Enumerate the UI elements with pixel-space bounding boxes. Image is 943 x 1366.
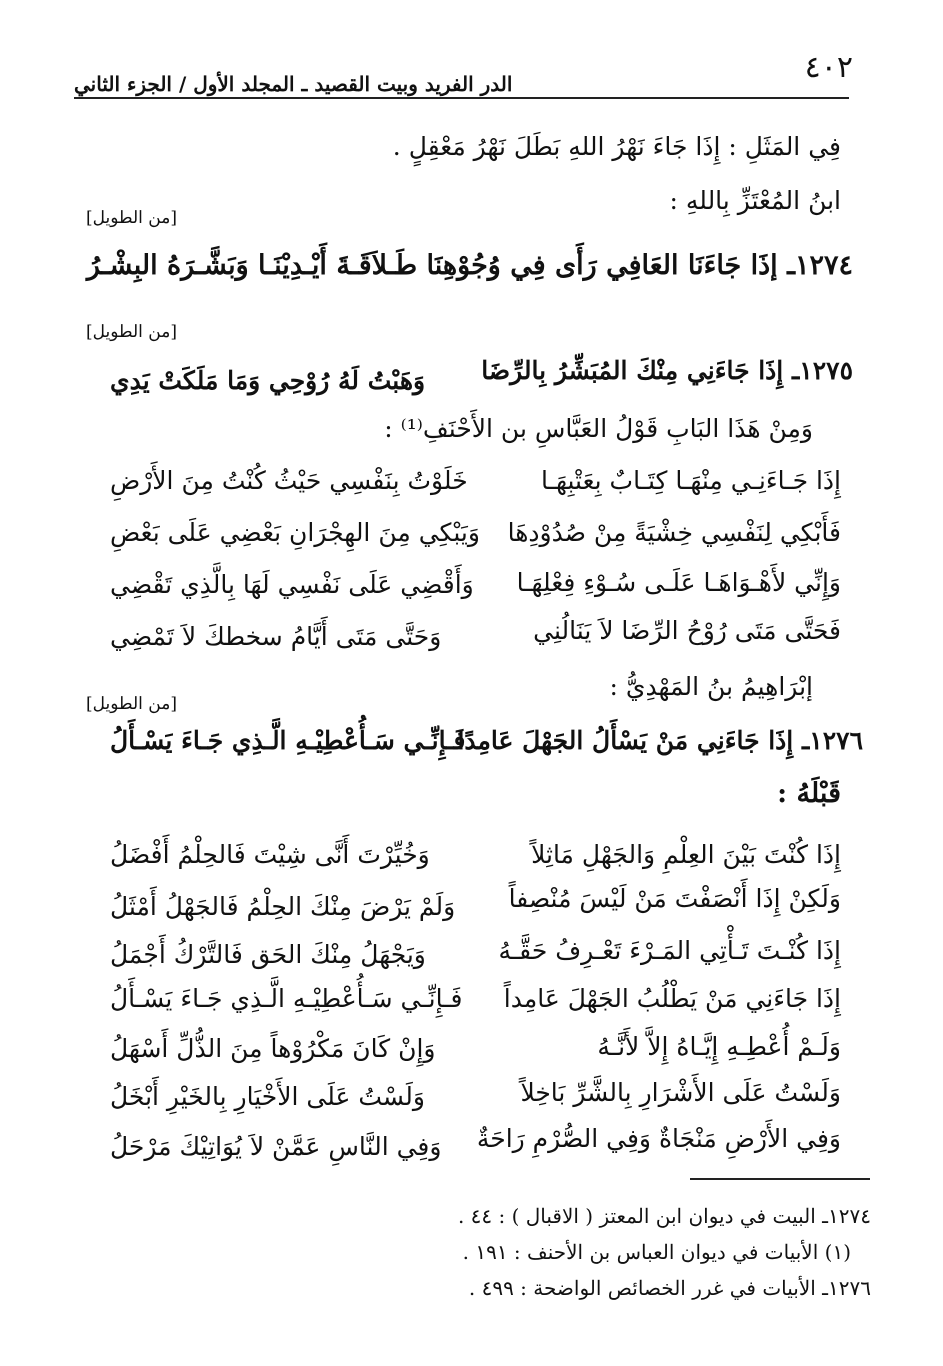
ibrahim-verse-6-second: وَلَسْتُ عَلَى الأَخْيَارِ بِالخَيْرِ أَبْخَلُ <box>110 1082 425 1111</box>
poet-name-ibn-al-mutazz: ابنُ المُعْتَزِّ بِاللهِ : <box>669 186 841 215</box>
running-title: الدر الفريد وبيت القصيد ـ المجلد الأول / الجزء الثاني <box>74 72 513 96</box>
abbas-verse-1-second: خَلَوْتُ بِنَفْسِي حَيْثُ كُنْتُ مِنَ الأَرْضِ <box>110 466 468 495</box>
abbas-verse-4-second: وَحَتَّى مَتَى أَيَّامُ سخطكَ لاَ تَمْضِي <box>110 622 442 651</box>
verse-1275-first-hemistich: ١٢٧٥ـ إِذَا جَاءَنِي مِنْكَ المُبَشِّرُ بِالرِّضَا <box>481 356 853 385</box>
poet-name-ibrahim: إبْرَاهِيمُ بنُ المَهْدِيُّ : <box>609 672 813 701</box>
header-rule <box>74 97 849 99</box>
abbas-verse-3-first: وَإِنِّي لأَهْـوَاهَـا عَلَـى سُـوْءِ فِعْلِهَـا <box>516 568 841 597</box>
ibrahim-verse-3-second: وَيَجْهَلُ مِنْكَ الحَق فَالتَّرْكُ أَجْمَلُ <box>110 940 426 969</box>
abbas-verse-2-second: وَيَبْكِي مِنَ الهِجْرَانِ بَعْضِي عَلَى بَعْضِ <box>110 518 480 547</box>
footnote-abbas: (١) الأبيات في ديوان العباس بن الأحنف : ١٩١ . <box>462 1240 851 1264</box>
ibrahim-verse-1-second: وَخُيِّرْتَ أَنَّى شِيْتَ فَالحِلْمُ أَفْضَلُ <box>110 840 430 869</box>
page-number: ٤٠٢ <box>804 50 853 85</box>
ibrahim-verse-4-first: إِذَا جَاءَنِي مَنْ يَطْلُبُ الجَهْلَ عَامِداً <box>503 984 841 1013</box>
ibrahim-verse-4-second: فَـإِنِّـي سَـأُعْطِيْـهِ الَّـذِي جَـاءَ يَسْـأَلُ <box>110 984 463 1013</box>
meter-label: [من الطويل] <box>86 208 177 228</box>
proverb-line: فِي المَثَلِ : إِذَا جَاءَ نَهْرُ اللهِ بَطَلَ نَهْرُ مَعْقِلٍ . <box>392 132 841 161</box>
ibrahim-verse-3-first: إِذَا كُنْـتَ تَـأْتِي المَـرْءَ تَعْـرِفُ حَقَّـهُ <box>498 936 841 965</box>
verse-1275-second-hemistich: وَهَبْتُ لَهُ رُوْحِي وَمَا مَلَكَتْ يَدِي <box>110 366 426 395</box>
footnote-1274: ١٢٧٤ـ البيت في ديوان ابن المعتز ( الاقبال ) : ٤٤ . <box>457 1204 871 1228</box>
abbas-verse-2-first: فَأَبْكِي لِنَفْسِي خِشْيَةً مِنْ صُدُوْدِهَا <box>507 518 841 547</box>
verse-1276-first-hemistich: ١٢٧٦ـ إِذَا جَاءَنِي مَنْ يَسْأَلُ الجَهْلَ عَامِدًا <box>457 726 863 755</box>
ibrahim-verse-2-first: وَلَكِنْ إِذَا أَنْصَفْتَ مَنْ لَيْسَ مُنْصِفاً <box>508 884 841 913</box>
ibrahim-verse-1-first: إِذَا كُنْتَ بَيْنَ العِلْمِ وَالجَهْلِ مَاثِلاً <box>531 840 841 869</box>
abbas-verse-3-second: وَأَقْضِي عَلَى نَفْسِي لَهَا بِالَّذِي تَقْضِي <box>110 570 474 599</box>
abbas-verse-1-first: إِذَا جَـاءَنِـي مِنْهَـا كِتَـابٌ بِعَتْبِهَـا <box>541 466 841 495</box>
footnote-rule <box>690 1178 870 1180</box>
footnote-1276: ١٢٧٦ـ الأبيات في غرر الخصائص الواضحة : ٤٩٩ . <box>468 1276 871 1300</box>
page-header <box>74 50 853 100</box>
before-label: قَبْلَهُ : <box>777 778 841 809</box>
ibrahim-verse-6-first: وَلَسْتُ عَلَى الأَشْرَارِ بِالشَّرِّ بَاخِلاً <box>520 1078 841 1107</box>
meter-label: [من الطويل] <box>86 694 177 714</box>
ibrahim-verse-7-second: وَفِي النَّاسِ عَمَّنْ لاَ يُوَاتِيْكَ مَرْحَلُ <box>110 1132 442 1161</box>
verse-1276-second-hemistich: فَـإِنِّـي سَـأُعْطِيْـهِ الَّـذِي جَـاءَ يَسْـأَلُ <box>110 726 466 755</box>
abbas-intro: وَمِنْ هَذَا البَابِ قَوْلُ العَبَّاسِ بن الأَحْنَفِ⁽¹⁾ : <box>384 414 813 443</box>
ibrahim-verse-5-second: وَإِنْ كَانَ مَكْرُوْهاً مِنَ الذُّلِّ أَسْهَلُ <box>110 1034 436 1063</box>
ibrahim-verse-2-second: وَلَمْ يَرْضَ مِنْكَ الحِلْمُ فَالجَهْلُ أَمْثَلُ <box>110 892 456 921</box>
abbas-verse-4-first: فَحَتَّى مَتَى رُوْحُ الرِّضَا لاَ يَنَالُنِي <box>533 616 841 645</box>
ibrahim-verse-5-first: وَلَـمْ أُعْطِـهِ إِيَّـاهُ إِلاَّ لأَنَّـهُ <box>597 1032 841 1061</box>
meter-label: [من الطويل] <box>86 322 177 342</box>
verse-1274: ١٢٧٤ـ إذَا جَاءَنَا العَافِي رَأَى فِي وُجُوْهِنَا طَـلاَقَـةَ أَيْـدِيْنَـا وَبَشَّـرَهُ البِشْـرُ <box>86 250 853 281</box>
ibrahim-verse-7-first: وَفِي الأَرْضِ مَنْجَاةٌ وَفِي الصُّرْمِ رَاحَةٌ <box>476 1124 841 1153</box>
